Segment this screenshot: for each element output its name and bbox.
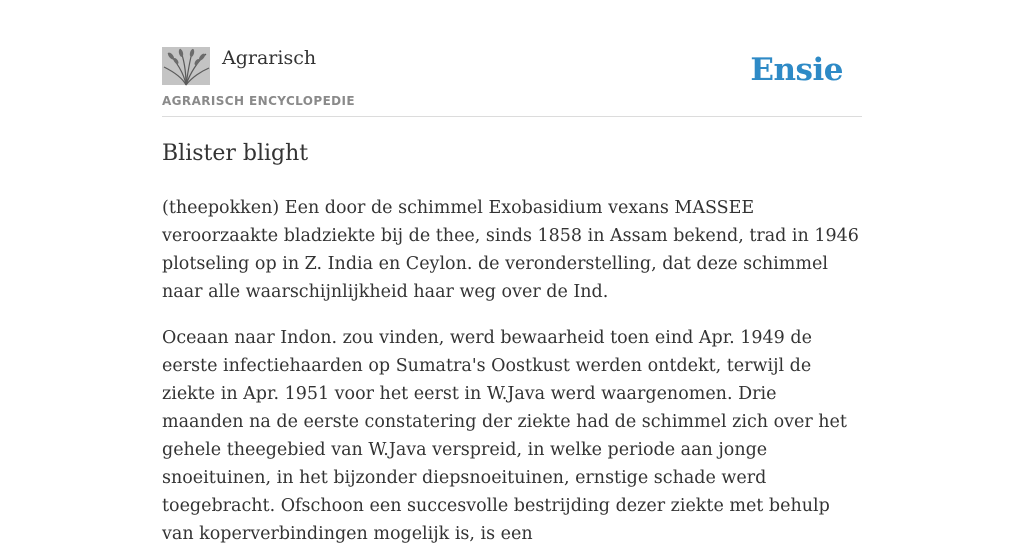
article-paragraph-2: Oceaan naar Indon. zou vinden, werd bewaarheid toen eind Apr. 1949 de eerste infectiehaarden op Sumatra's Oostkust werden ontdekt, terwijl de ziekte in Apr. 1951 voor het eerst in W.Java werd waargenomen. Drie maanden na de eerste constatering der ziekte had de schimmel zich over het gehele theegebied van W.Java verspreid, in welke periode aan jonge snoeituinen, in het bijzonder diepsnoeituinen, ernstige schade werd toegebracht. Ofschoon een succesvolle bestrijding dezer ziekte met behulp van koperverbindingen mogelijk is, is een xyxy=(162,328,847,544)
article-title: Blister blight xyxy=(162,141,309,166)
wheat-logo-icon[interactable] xyxy=(162,47,210,85)
article xyxy=(162,138,862,548)
site-subtitle: AGRARISCH ENCYCLOPEDIE xyxy=(162,94,355,108)
site-header xyxy=(162,44,862,117)
site-name[interactable]: Agrarisch xyxy=(222,47,317,69)
ensie-brand-logo[interactable]: Ensie xyxy=(750,52,843,88)
article-paragraph-1: (theepokken) Een door de schimmel Exobasidium vexans MASSEE veroorzaakte bladziekte bij de thee, sinds 1858 in Assam bekend, trad in 1946 plotseling op in Z. India en Ceylon. de veronderstelling, dat deze schimmel naar alle waarschijnlijkheid haar weg over de Ind. xyxy=(162,198,859,302)
